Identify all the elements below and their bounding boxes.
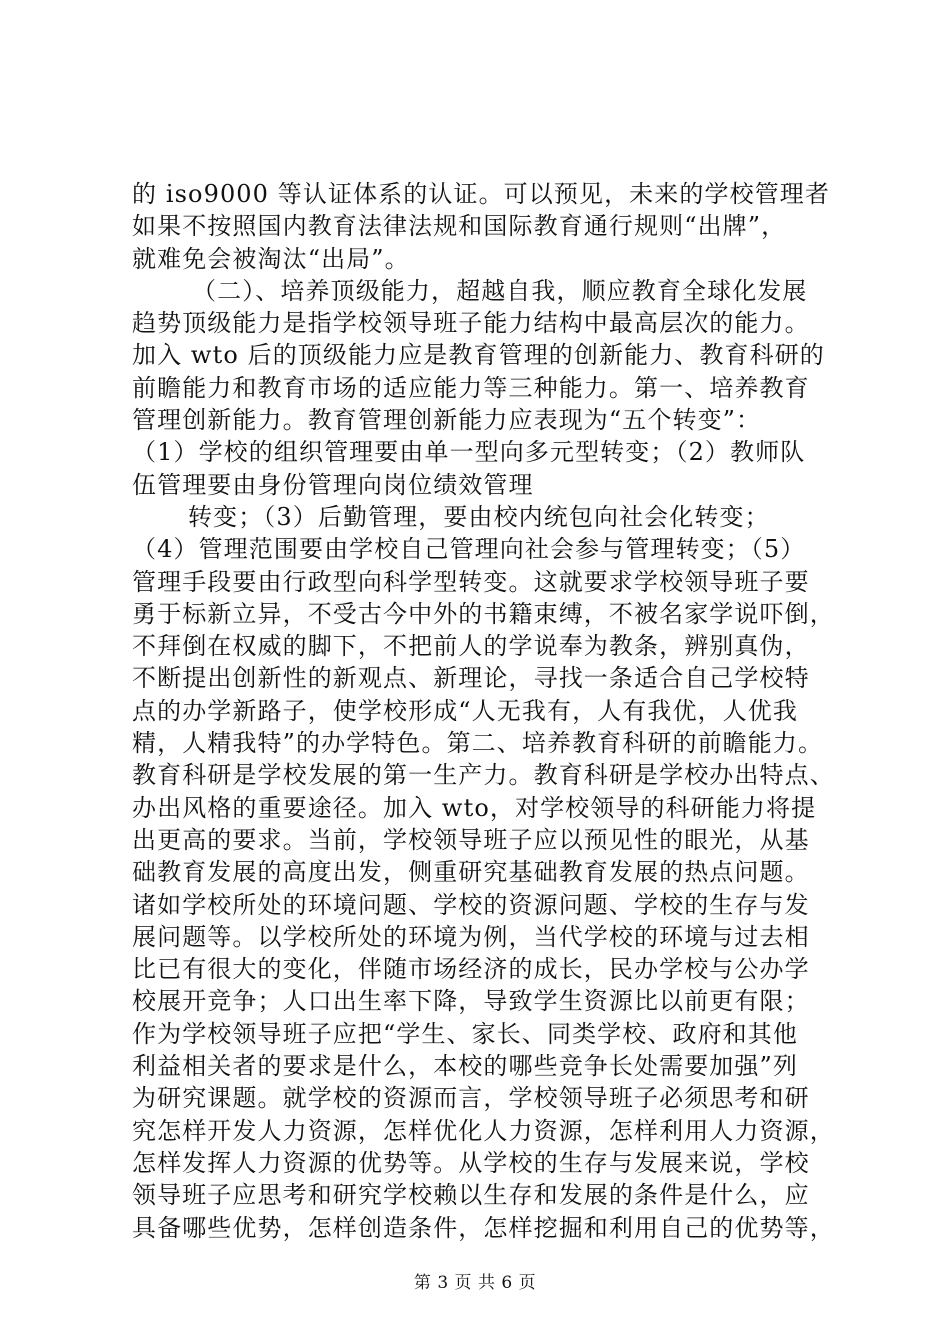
text-line: （4）管理范围要由学校自己管理向社会参与管理转变；（5） (132, 535, 806, 564)
text-line: 办出风格的重要途径。加入 wto，对学校领导的科研能力将提 (132, 793, 817, 822)
text-line: 趋势顶级能力是指学校领导班子能力结构中最高层次的能力。 (132, 309, 810, 338)
text-line: 利益相关者的要求是什么，本校的哪些竞争长处需要加强”列 (132, 1052, 798, 1081)
text-line: 展问题等。以学校所处的环境为例，当代学校的环境与过去相 (132, 922, 810, 951)
text-line: 出更高的要求。当前，学校领导班子应以预见性的眼光，从基 (132, 825, 810, 854)
document-body-text (132, 178, 835, 1244)
text-line: 点的办学新路子，使学校形成“人无我有，人有我优，人优我 (132, 696, 798, 725)
text-line: 础教育发展的高度出发，侧重研究基础教育发展的热点问题。 (132, 858, 810, 887)
text-line: 作为学校领导班子应把“学生、家长、同类学校、政府和其他 (132, 1019, 798, 1048)
text-line: 究怎样开发人力资源，怎样优化人力资源，怎样利用人力资源， (132, 1116, 835, 1145)
text-line: 比已有很大的变化，伴随市场经济的成长，民办学校与公办学 (132, 955, 810, 984)
text-line: 勇于标新立异，不受古今中外的书籍束缚，不被名家学说吓倒， (132, 599, 835, 628)
text-line: 前瞻能力和教育市场的适应能力等三种能力。第一、培养教育 (132, 373, 810, 402)
text-line: 不拜倒在权威的脚下，不把前人的学说奉为教条，辨别真伪， (132, 632, 810, 661)
text-line: （1）学校的组织管理要由单一型向多元型转变；（2）教师队 (132, 438, 806, 467)
text-line: 管理创新能力。教育管理创新能力应表现为“五个转变”： (132, 406, 762, 435)
page-number-footer: 第 3 页 共 6 页 (413, 1273, 537, 1293)
text-line: 精，人精我特”的办学特色。第二、培养教育科研的前瞻能力。 (132, 729, 824, 758)
text-line: 伍管理要由身份管理向岗位绩效管理 (132, 470, 534, 499)
text-line: 加入 wto 后的顶级能力应是教育管理的创新能力、教育科研的 (132, 341, 825, 370)
text-line: 怎样发挥人力资源的优势等。从学校的生存与发展来说，学校 (132, 1148, 810, 1177)
text-line: 领导班子应思考和研究学校赖以生存和发展的条件是什么，应 (132, 1181, 810, 1210)
text-line: 为研究课题。就学校的资源而言，学校领导班子必须思考和研 (132, 1084, 810, 1113)
text-line: 管理手段要由行政型向科学型转变。这就要求学校领导班子要 (132, 567, 810, 596)
text-line: 具备哪些优势，怎样创造条件，怎样挖掘和利用自己的优势等， (132, 1213, 835, 1242)
text-line: 校展开竞争；人口出生率下降，导致学生资源比以前更有限； (132, 987, 810, 1016)
text-line: （二）、培养顶级能力，超越自我，顺应教育全球化发展 (192, 276, 808, 305)
text-line: 转变；（3）后勤管理，要由校内统包向社会化转变； (188, 502, 770, 531)
text-line: 就难免会被淘汰“出局”。 (132, 244, 410, 273)
text-line: 教育科研是学校发展的第一生产力。教育科研是学校办出特点、 (132, 761, 835, 790)
text-line: 的 iso9000 等认证体系的认证。可以预见，未来的学校管理者 (132, 180, 830, 208)
text-line: 不断提出创新性的新观点、新理论，寻找一条适合自己学校特 (132, 664, 810, 693)
text-line: 如果不按照国内教育法律法规和国际教育通行规则“出牌”， (132, 212, 787, 241)
text-line: 诸如学校所处的环境问题、学校的资源问题、学校的生存与发 (132, 890, 810, 919)
